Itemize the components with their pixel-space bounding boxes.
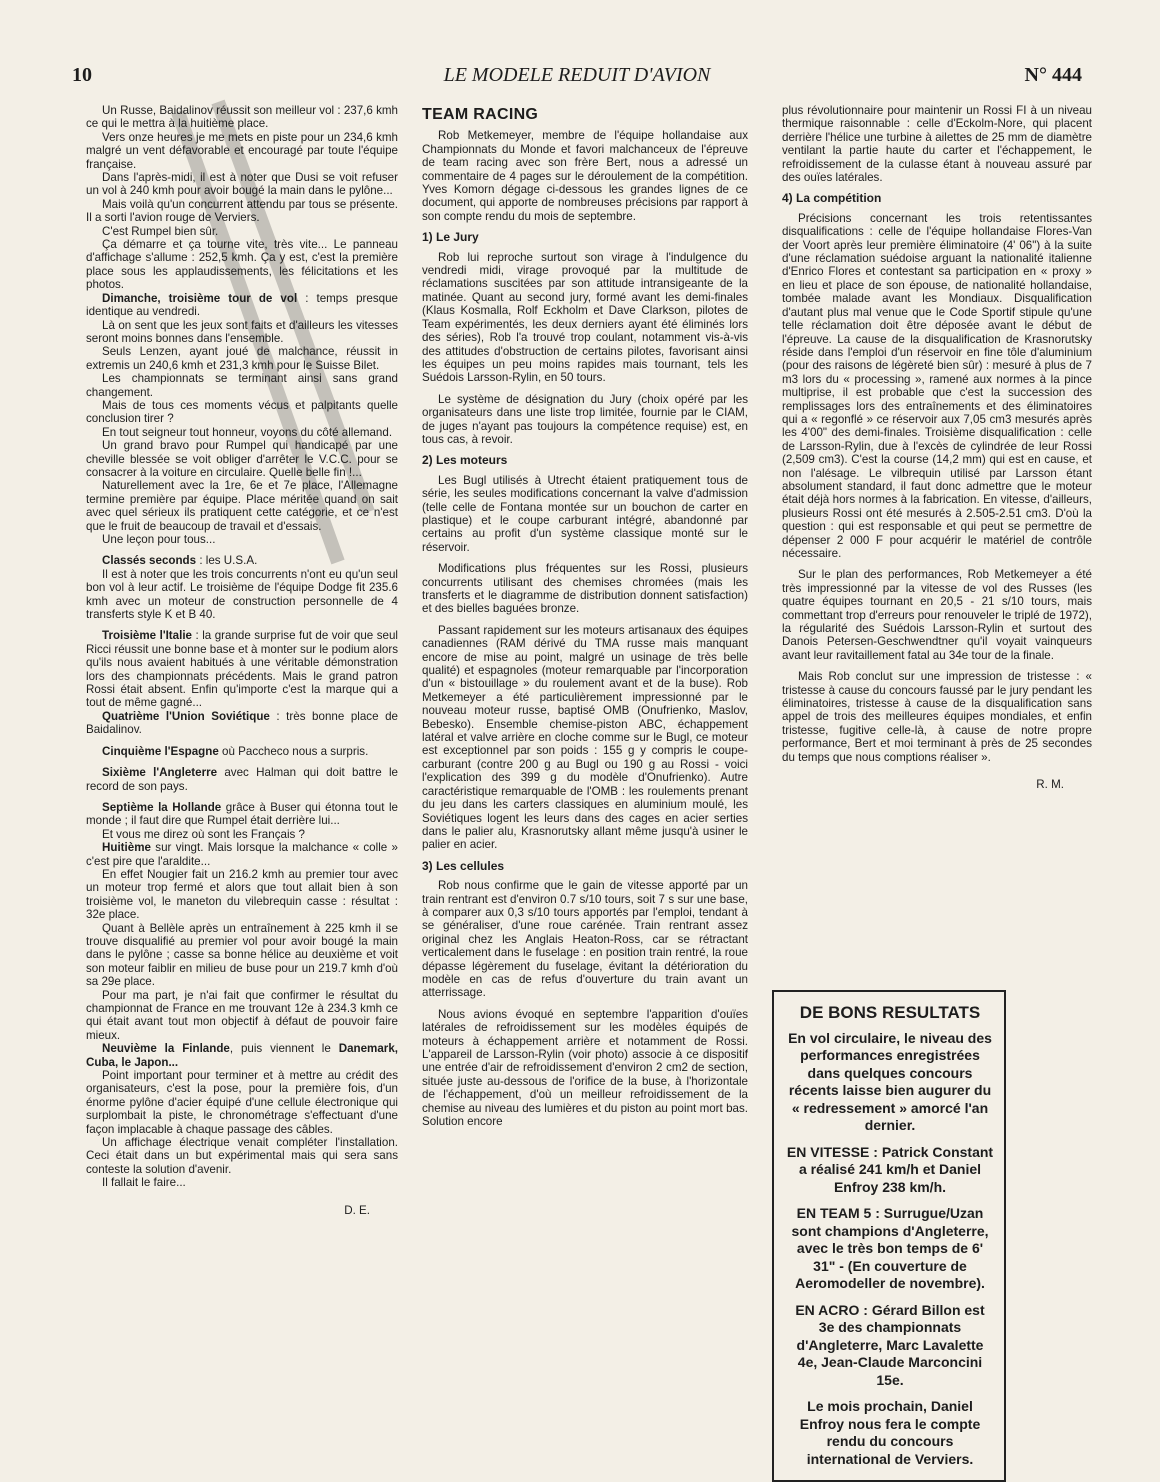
- author-signature: R. M.: [1036, 778, 1064, 792]
- paragraph: Dans l'après-midi, il est à noter que Dusi se voit refuser un vol à 240 kmh pour avoir bougé la main dans le pylône...: [86, 171, 398, 198]
- paragraph: Mais voilà qu'un concurrent attendu par tous se présente. Il a sorti l'avion rouge de Verviers.: [86, 197, 398, 225]
- paragraph-urss: [86, 710, 398, 737]
- paragraph-espagne: [86, 745, 398, 758]
- paragraph: En effet Nougier fait un 216.2 kmh au premier tour avec un moteur trop fermé et alors que tout allait bien à son troisième vol, le maneton du vilebrequin casse : résultat : 32e place.: [86, 867, 398, 922]
- paragraph: Mais de tous ces moments vécus et palpitants quelle conclusion tirer ?: [86, 398, 398, 426]
- paragraph: C'est Rumpel bien sûr.: [102, 224, 219, 238]
- body-text: : temps presque identique au vendredi.: [86, 291, 398, 319]
- article-column-3: [782, 104, 1092, 792]
- paragraph: Un affichage électrique venait compléter l'installation. Ceci était dans un but expérimental mais qui sera sans conteste la solution d'avenir.: [86, 1136, 398, 1176]
- subsection-title: 4) La compétition: [782, 191, 882, 206]
- paragraph: Sur le plan des performances, Rob Metkemeyer a été très impressionné par la vitesse de vol des Russes (les quatre équipes tournant en 20,5 - 21 s/10 tours, mais commettant trop d'erreurs pour renouveler le triplé de 1972), la régularité des Suédois Larsson-Rylin et surtout des Danois Petersen-Geschwendtner qu'il voyait vainqueurs avant leur ravitaillement fatal au 34e tour de la finale.: [782, 568, 1092, 662]
- body-text: , puis viennent le: [229, 1042, 339, 1056]
- lead-text: Cinquième l'Espagne: [102, 744, 219, 758]
- lead-text: Troisième l'Italie: [102, 629, 193, 643]
- body-text: avec Halman qui doit battre le record de son pays.: [86, 766, 399, 793]
- paragraph: Un Russe, Baidalinov réussit son meilleur vol : 237,6 kmh ce qui le mettra à la huitième place.: [86, 104, 398, 131]
- lead-text: Quatrième l'Union Soviétique: [102, 709, 270, 723]
- article-column-2: [422, 104, 748, 1128]
- box-paragraph: EN ACRO : Gérard Billon est 3e des championnats d'Angleterre, Marc Lavalette 4e, Jean-Claude Marconcini 15e.: [795, 1301, 985, 1388]
- paragraph: Vers onze heures je me mets en piste pour un 234,6 kmh malgré un vent défavorable et encouragé par toute l'équipe française.: [86, 130, 398, 171]
- paragraph-dimanche: [86, 292, 398, 319]
- box-paragraph: En vol circulaire, le niveau des performances enregistrées dans quelques concours récents laisse bien augurer du « redressement » amorcé l'an dernier.: [788, 1029, 992, 1133]
- paragraph-usa: [86, 554, 398, 567]
- paragraph: Nous avions évoqué en septembre l'apparition d'ouïes latérales de refroidissement sur les modèles équipés de moteurs à échappement arrière et notamment de Rossi. L'appareil de Larsson-Rylin (voir photo) associe à ce dispositif une entrée d'air de refroidissement d'environ 2 cm2 de section, située juste au-dessous de l'orifice de la buse, à l'horizontale de l'échappement, d'où un meilleur refroidissement de la chemise au niveau des lumières et du piston au point mort bas. Solution encore: [422, 1007, 748, 1129]
- body-text: où Paccheco nous a surpris.: [218, 744, 369, 758]
- box-paragraph: EN VITESSE : Patrick Constant a réalisé 241 km/h et Daniel Enfroy 238 km/h.: [786, 1143, 994, 1195]
- paragraph: Passant rapidement sur les moteurs artisanaux des équipes canadiennes (RAM dérivé du TMA russe mais manquant encore de mise au point, malgré un usinage de très belle qualité) et espagnoles (moteur remarquable par l'incorporation d'un « bistouillage » du roulement avant et de la buse). Rob Metkemeyer a été particulièrement impressionné par le nouveau moteur russe, baptisé OMB (Onufrienko, Maslov, Bebesko). Ensemble chemise-piston ABC, échappement latéral et valve arrière en cloche comme sur le Bugl, ce moteur est exceptionnel par son poids : 155 g y compris le coupe-carburant (contre 200 g au Bugl ou 190 g au Rossi - voici l'explication des 399 g du modèle d'Onufrienko). Autre caractéristique remarquable de l'OMB : les roulements prenant du jeu dans les carters classiques en aluminium moulé, les Soviétiques logent les leurs dans des cages en acier serties dans le palier alu, Krasnorutsky allant même jusqu'à usiner le palier en acier.: [422, 623, 748, 852]
- paragraph: Et vous me direz où sont les Français ?: [102, 827, 305, 841]
- lead-text: Danemark, Cuba, le Japon...: [86, 1042, 398, 1069]
- subsection-title: 3) Les cellules: [422, 858, 505, 873]
- lead-text: Sixième l'Angleterre: [102, 766, 218, 780]
- page-number: 10: [72, 64, 92, 86]
- body-text: : la grande surprise fut de voir que seul Ricci réussit une bonne base et à monter sur le podium alors qu'ils nous avaient habitués à une véritable démonstration lors des championnats précédents. Mais le grand patron Rossi était absent. Enfin qu'importe c'est la marque qui a tout de même gagné...: [86, 629, 398, 710]
- page-header: [72, 64, 1082, 92]
- section-title: TEAM RACING: [422, 106, 539, 123]
- issue-number: N° 444: [1024, 64, 1082, 86]
- paragraph: Quant à Bellèle après un entraînement à 225 kmh il se trouve disqualifié au premier vol pour avoir bougé la main dans le pylône ; casse sa bonne hélice au deuxième et voit son moteur faiblir en milieu de buse pour un 219.7 kmh d'où sa 29e place.: [86, 921, 398, 989]
- body-text: grâce à Buser qui étonna tout le monde ; il faut dire que Rumpel était derrière lui...: [86, 800, 399, 828]
- paragraph: Mais Rob conclut sur une impression de tristesse : « tristesse à cause du concours faussé par le jury pendant les éliminatoires, tristesse à cause de la disqualification sans appel de trois des meilleures équipes mondiales, et enfin tristesse, fugitive celle-là, à cause de notre propre performance, Bert et moi terminant à près de 25 secondes du temps que nous comptions réaliser ».: [782, 670, 1092, 764]
- box-title: DE BONS RESULTATS: [799, 1003, 981, 1022]
- paragraph: Les Bugl utilisés à Utrecht étaient pratiquement tous de série, les seules modifications concernant la valve d'admission (telle celle de Fontana montée sur un bouchon de carter en plastique) et le coupe carburant intégré, abandonné par certains au profit d'un système classique monté sur le réservoir.: [422, 473, 748, 554]
- paragraph: Point important pour terminer et à mettre au crédit des organisateurs, c'est la pose, pour la première fois, d'un énorme pylône d'acier équipé d'une cellule électronique qui surplombait la piste, le chronométrage s'effectuant d'une façon implacable à chaque passage des câbles.: [86, 1069, 398, 1136]
- paragraph: Précisions concernant les trois retentissantes disqualifications : celle de l'équipe hollandaise Flores-Van der Voort après leur première éliminatoire (4' 06") à la suite d'une réclamation suédoise arguant la nationalité italienne d'Enrico Flores et contestant sa participation en « proxy » en lieu et place de son épouse, de nationalité hollandaise, tombée malade avant les Mondiaux. Disqualification d'autant plus mal venue que le Code Sportif stipule qu'une telle réclamation doit être déposée avant le début de l'épreuve. La cause de la disqualification de Krasnorutsky réside dans l'emploi d'un réservoir en fine tôle d'aluminium (pour des raisons de légèreté bien sûr) : mesuré à plus de 7 m3 lors du « processing », ramené aux normes à la pince multiprise, il est probable que c'est la succession des remplissages lors des entraînements et des éliminatoires qui a « regonflé » ce réservoir aux 7,05 cm3 mesurés après les 4'00" des demi-finales. Troisième disqualification : celle de Larsson-Rylin, due à l'excès de cylindrée de leur Rossi (2,509 cm3). C'est la course (14,2 mm) qui est en cause, et non l'alésage. Le vilbrequin utilisé par Larsson étant absolument standard, il faut donc admettre que le moteur était déjà hors normes à la fabrication. En vitesse, d'ailleurs, plusieurs Rossi ont été mesurés à 2.505-2.51 cm3. D'où la question : qui est responsable et qui peut se permettre de dépenser 2 000 F pour acquérir le matériel de contrôle nécessaire.: [782, 211, 1092, 560]
- lead-text: Classés seconds: [102, 554, 197, 568]
- paragraph: Un grand bravo pour Rumpel qui handicapé par une cheville blessée se voit obliger d'arrêter le V.C.C. pour se consacrer à la voiture en circulaire. Quelle belle fin !...: [86, 439, 398, 479]
- paragraph-hollande: [86, 801, 398, 828]
- paragraph: plus révolutionnaire pour maintenir un Rossi FI à un niveau thermique raisonnable : celle d'Eckolm-Nore, qui placent derrière l'hélice une turbine à ailettes de 25 mm de diamètre ventilant la partie haute du carter et l'échappement, le refroidissement de la culasse étant à nouveau assuré par des ouïes latérales.: [782, 104, 1092, 185]
- paragraph: Là on sent que les jeux sont faits et d'ailleurs les vitesses seront moins bonnes dans l'ensemble.: [86, 318, 398, 345]
- paragraph: Une leçon pour tous...: [102, 533, 216, 546]
- paragraph: Rob nous confirme que le gain de vitesse apporté par un train rentrant est d'environ 0.7 s/10 tours, soit 7 s sur une base, à comparer aux 0,3 s/10 tours apportés par l'emploi, tendant à se généraliser, d'une roue carénée. Train rentrant assez original chez les Anglais Heaton-Ross, car se rétractant verticalement dans le fuselage : en position train rentré, la roue dépasse légèrement du fuselage, évitant la détérioration du modèle en cas de refus d'ouverture du train avant un atterrissage.: [422, 879, 748, 1000]
- paragraph-italie: [86, 629, 398, 709]
- paragraph-angleterre: [86, 766, 398, 793]
- subsection-title: 2) Les moteurs: [422, 453, 508, 468]
- author-signature: D. E.: [344, 1203, 370, 1217]
- paragraph: Naturellement avec la 1re, 6e et 7e place, l'Allemagne termine première par équipe. Place méritée quand on sait avec quel sérieux ils pratiquent cette catégorie, et ce n'est que le fruit de beaucoup de travail et d'essais.: [86, 479, 398, 533]
- paragraph: Le système de désignation du Jury (choix opéré par les organisateurs dans une liste trop limitée, fournie par le CIAM, de juges n'ayant pas toujours la compétence requise) est, en tous cas, à revoir.: [422, 392, 748, 446]
- paragraph: Rob lui reproche surtout son virage à l'indulgence du vendredi midi, virage provoqué par la multitude de réclamations suscitées par son attitude intransigeante de la matinée. Quant au second jury, formé avant les demi-finales (Klaus Kosmalla, Rolf Eckholm et Dave Clarkson, pilotes de Team expérimentés, les deux derniers ayant été éliminés lors des séries), Rob l'a trouvé trop coulant, notamment vis-à-vis des attitudes d'obstruction de certains pilotes, favorisant ainsi les équipes un peu moins rapides mais tournant, tels les Suédois Larsson-Rylin, en 50 tours.: [422, 250, 748, 385]
- lead-text: Dimanche, troisième tour de vol: [102, 291, 298, 305]
- paragraph: Ça démarre et ça tourne vite, très vite... Le panneau d'affichage s'allume : 252,5 kmh. Ça y est, c'est la première place sous les applaudissements, les félicitations et les photos.: [86, 238, 398, 292]
- lead-text: Huitième: [102, 841, 151, 855]
- body-text: : les U.S.A.: [196, 554, 258, 568]
- box-paragraph: Le mois prochain, Daniel Enfroy nous fera le compte rendu du concours international de Verviers.: [799, 1398, 981, 1467]
- paragraph: En tout seigneur tout honneur, voyons du côté allemand.: [102, 425, 393, 439]
- paragraph-huitieme: [86, 841, 398, 868]
- lead-text: Neuvième la Finlande: [102, 1042, 230, 1056]
- paragraph-neuvieme: [86, 1042, 398, 1069]
- subsection-title: 1) Le Jury: [422, 230, 479, 245]
- paragraph: Les championnats se terminant ainsi sans grand changement.: [86, 372, 398, 399]
- paragraph: Pour ma part, je n'ai fait que confirmer le résultat du championnat de France en me trouvant 12e à 234.3 kmh ce qui était avant tout mon objectif à défaut de pouvoir faire mieux.: [86, 988, 398, 1042]
- box-paragraph: EN TEAM 5 : Surrugue/Uzan sont champions d'Angleterre, avec le très bon temps de 6' 31" - (En couverture de Aeromodeller de novembre).: [791, 1205, 989, 1291]
- lead-text: Septième la Hollande: [102, 800, 222, 814]
- paragraph: Modifications plus fréquentes sur les Rossi, plusieurs concurrents utilisant des chemises chromées (mais les transferts et le diagramme de distribution donnent satisfaction) et des bielles baguées bronze.: [422, 562, 748, 616]
- article-column-1: [86, 104, 398, 1217]
- paragraph: Il fallait le faire...: [102, 1176, 186, 1190]
- paragraph: Seuls Lenzen, ayant joué de malchance, réussit in extremis un 240,6 kmh et 231,3 kmh pour le Suisse Bilet.: [86, 345, 398, 372]
- body-text: : très bonne place de Baidalinov.: [86, 709, 398, 737]
- paragraph: Il est à noter que les trois concurrents n'ont eu qu'un seul bon vol à leur actif. Le troisième de l'équipe Dodge fit 235.6 kmh avec un moteur de construction personnelle de 4 transferts style K et B 40.: [86, 567, 398, 622]
- results-box: [772, 990, 1006, 1482]
- publication-title: LE MODELE REDUIT D'AVION: [443, 64, 711, 86]
- body-text: sur vingt. Mais lorsque la malchance « colle » c'est pire que l'araldite...: [86, 841, 398, 868]
- intro-paragraph: Rob Metkemeyer, membre de l'équipe hollandaise aux Championnats du Monde et favori malchanceux de l'épreuve de team racing avec son frère Bert, nous a adressé un commentaire de 4 pages sur le déroulement de la compétition. Yves Komorn dégage ci-dessous les grandes lignes de ce document, qui apporte de nombreuses précisions par rapport à son compte rendu du mois de septembre.: [422, 129, 748, 223]
